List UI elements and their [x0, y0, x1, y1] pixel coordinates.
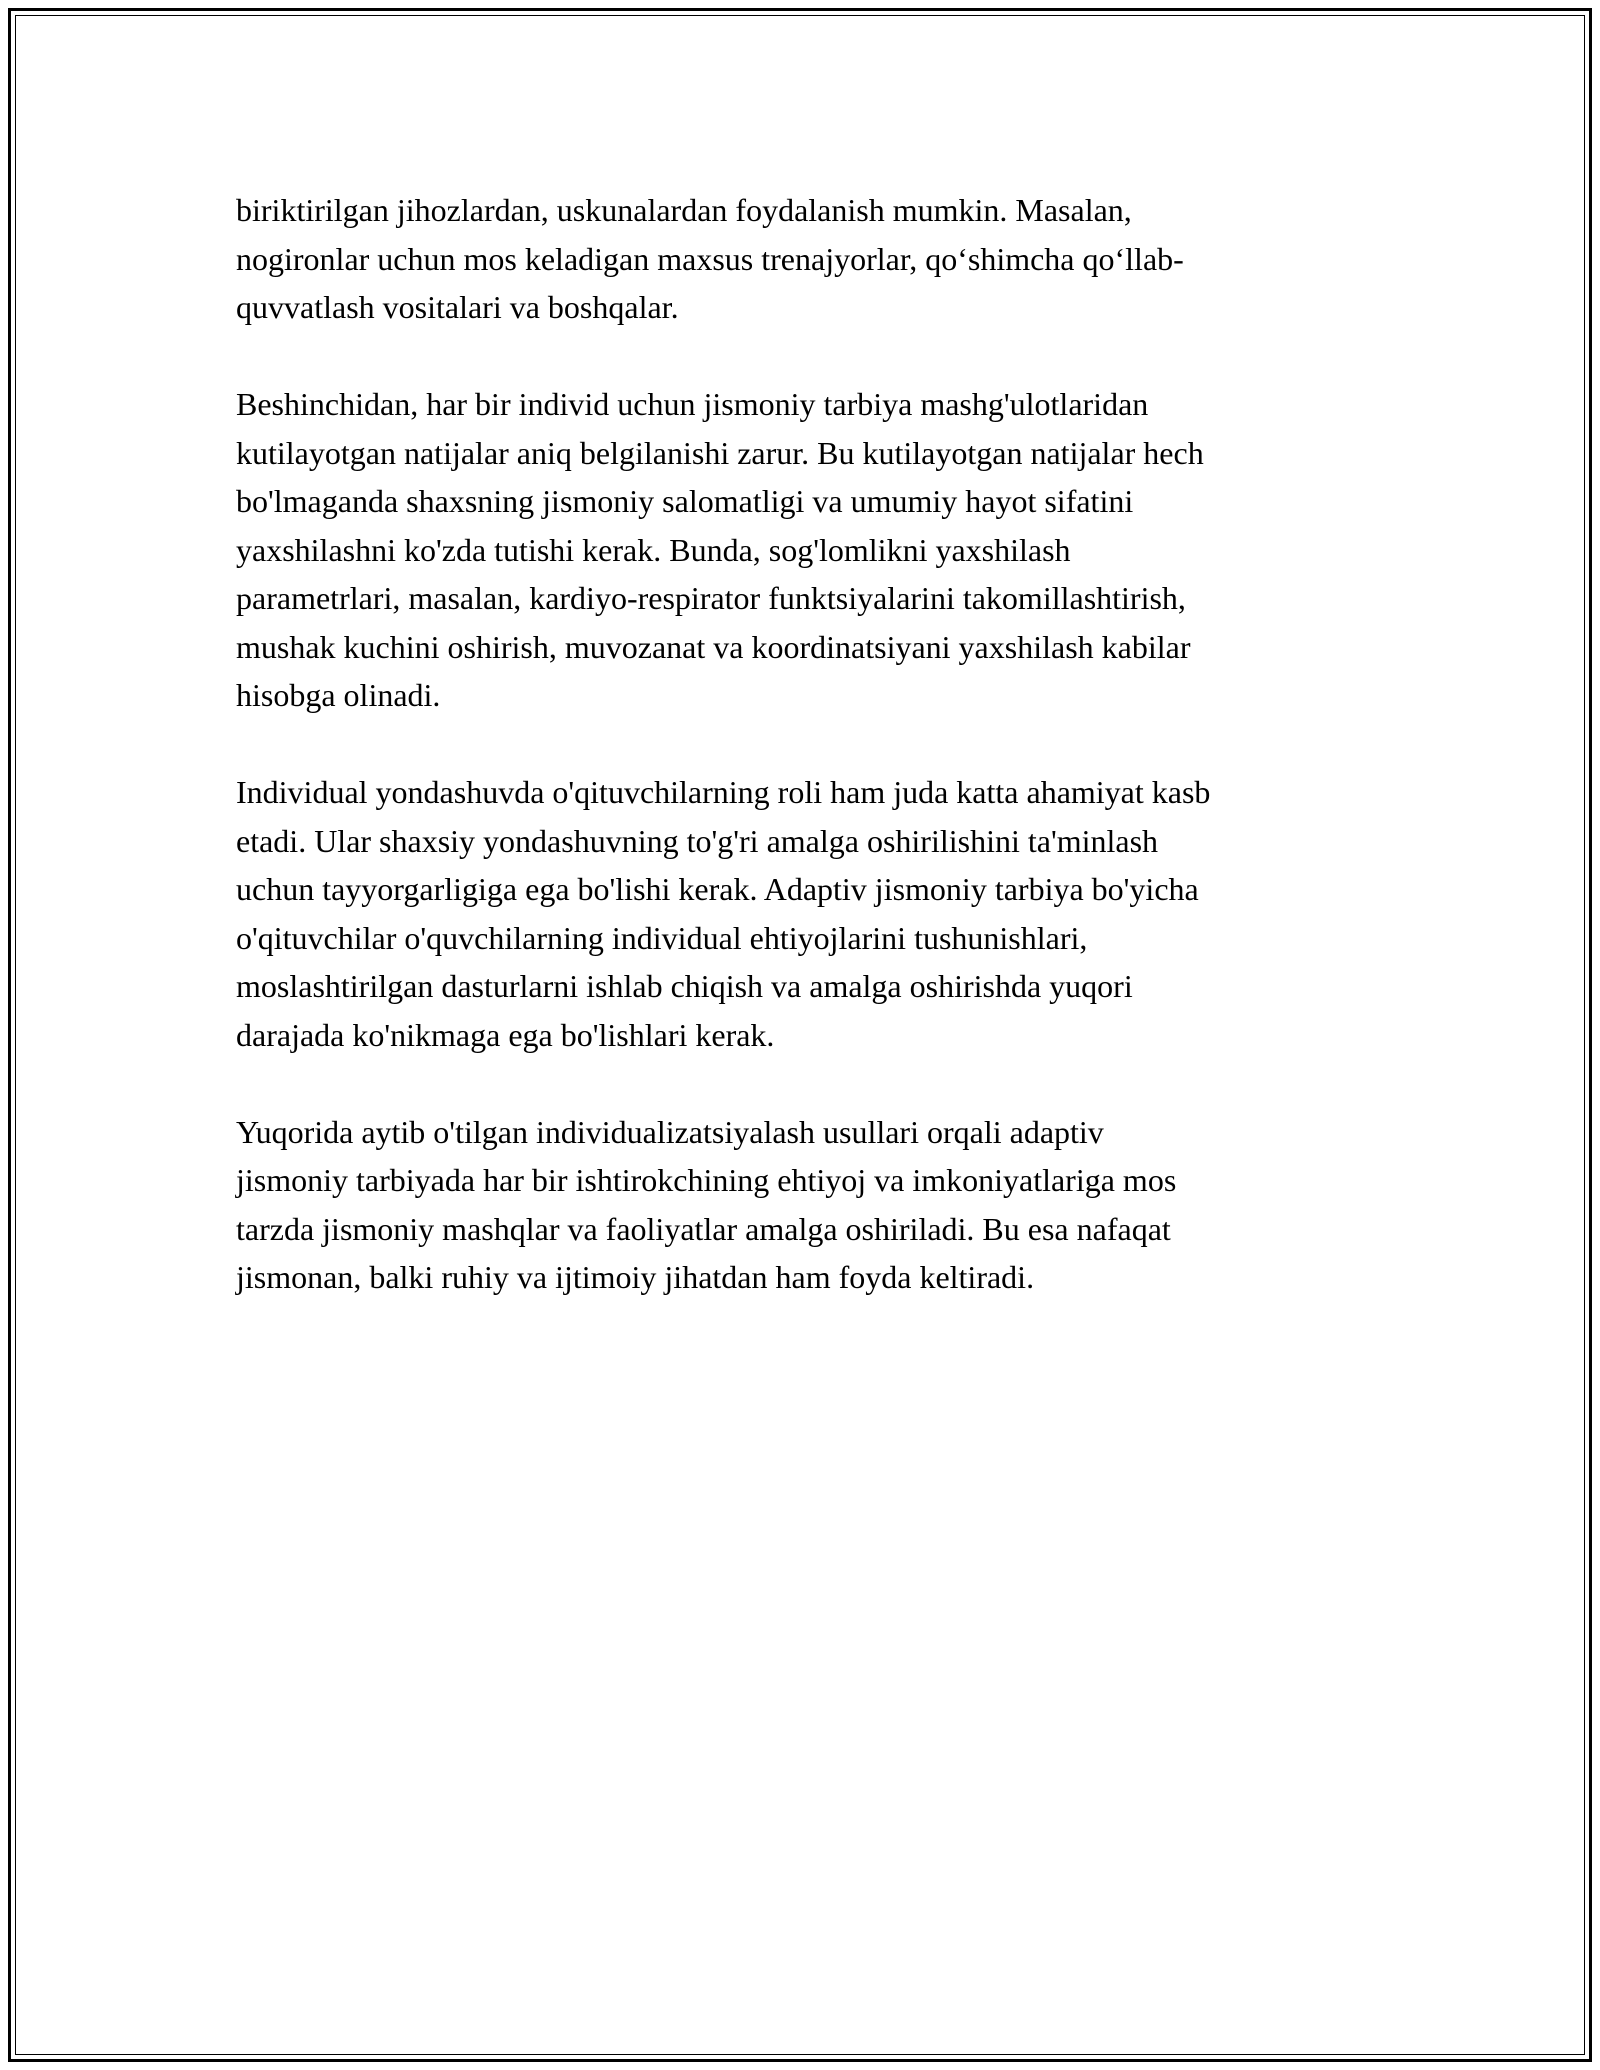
paragraph: biriktirilgan jihozlardan, uskunalardan foydalanish mumkin. Masalan, nogironlar uchun mos keladigan maxsus trenajyorlar, qo‘shimcha qo‘llab- quvvatlash vositalari va boshqalar. [236, 192, 1184, 325]
paragraph: Yuqorida aytib o'tilgan individualizatsiyalash usullari orqali adaptiv jismoniy tarbiyada har bir ishtirokchining ehtiyoj va imkoniyatlariga mos tarzda jismoniy mashqlar va faoliyatlar amalga oshiriladi. Bu esa nafaqat jismonan, balki ruhiy va ijtimoiy jihatdan ham foyda keltiradi. [236, 1113, 1177, 1295]
document-body [236, 186, 1366, 1350]
paragraph: Individual yondashuvda o'qituvchilarning roli ham juda katta ahamiyat kasb etadi. Ular shaxsiy yondashuvning to'g'ri amalga oshirilishini ta'minlash uchun tayyorgarligiga ega bo'lishi kerak. Adaptiv jismoniy tarbiya bo'yicha o'qituvchilar o'quvchilarning individual ehtiyojlarini tushunishlari, moslashtirilgan dasturlarni ishlab chiqish va amalga oshirishda yuqori darajada ko'nikmaga ega bo'lishlari kerak. [236, 774, 1211, 1053]
paragraph: Beshinchidan, har bir individ uchun jismoniy tarbiya mashg'ulotlaridan kutilayotgan natijalar aniq belgilanishi zarur. Bu kutilayotgan natijalar hech bo'lmaganda shaxsning jismoniy salomatligi va umumiy hayot sifatini yaxshilashni ko'zda tutishi kerak. Bunda, sog'lomlikni yaxshilash parametrlari, masalan, kardiyo-respirator funktsiyalarini takomillashtirish, mushak kuchini oshirish, muvozanat va koordinatsiyani yaxshilash kabilar hisobga olinadi. [236, 386, 1204, 713]
